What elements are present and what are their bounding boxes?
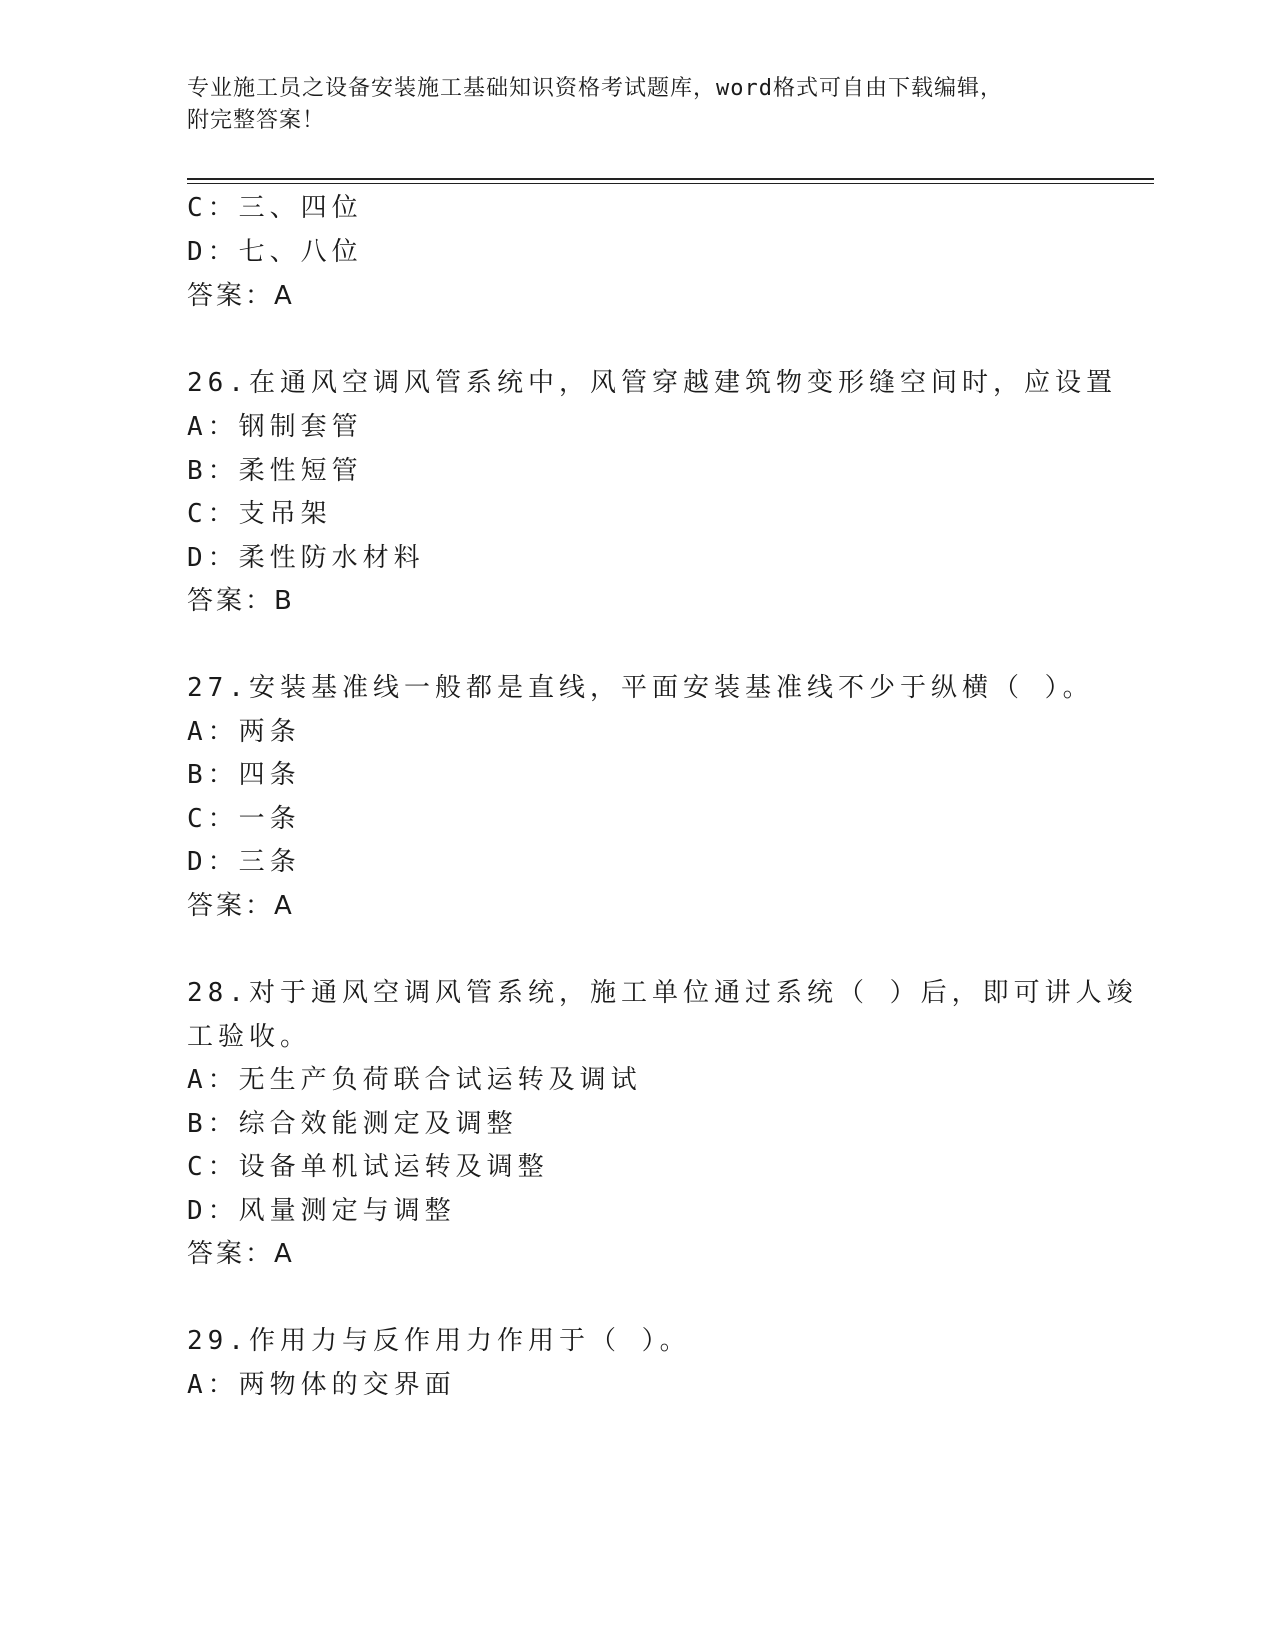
q26-option-a: A：钢制套管 [187,412,363,442]
header-divider-thick [187,178,1154,180]
q28-option-c: C：设备单机试运转及调整 [187,1152,549,1182]
q28-stem-line-2: 工验收。 [187,1022,312,1052]
q27-option-d: D：三条 [187,847,301,877]
q27-answer: 答案：A [187,891,295,921]
q27-option-c: C：一条 [187,804,301,834]
q28-stem-line-1: 28.对于通风空调风管系统，施工单位通过系统（ ）后，即可讲人竣 [187,978,1138,1008]
q25-option-c: C：三、四位 [187,193,363,223]
q28-option-a: A：无生产负荷联合试运转及调试 [187,1065,642,1095]
q26-stem: 26.在通风空调风管系统中，风管穿越建筑物变形缝空间时，应设置 [187,368,1117,398]
q27-stem: 27.安装基准线一般都是直线，平面安装基准线不少于纵横（ ）。 [187,673,1094,703]
header-line-1: 专业施工员之设备安装施工基础知识资格考试题库，word格式可自由下载编辑， [187,76,1003,101]
q27-option-a: A：两条 [187,717,301,747]
q26-option-c: C：支吊架 [187,499,332,529]
document-header [187,73,1067,137]
q28-option-b: B：综合效能测定及调整 [187,1109,518,1139]
q29-option-a: A：两物体的交界面 [187,1370,456,1400]
q29-stem: 29.作用力与反作用力作用于（ ）。 [187,1326,691,1356]
q26-option-d: D：柔性防水材料 [187,543,425,573]
header-divider-thin [187,183,1154,184]
q28-answer: 答案：A [187,1239,295,1269]
q25-answer: 答案：A [187,281,295,311]
q25-option-d: D：七、八位 [187,237,363,267]
q26-option-b: B：柔性短管 [187,456,363,486]
q28-option-d: D：风量测定与调整 [187,1196,456,1226]
header-line-2: 附完整答案！ [187,108,326,133]
q27-option-b: B：四条 [187,760,301,790]
q26-answer: 答案：B [187,586,295,616]
